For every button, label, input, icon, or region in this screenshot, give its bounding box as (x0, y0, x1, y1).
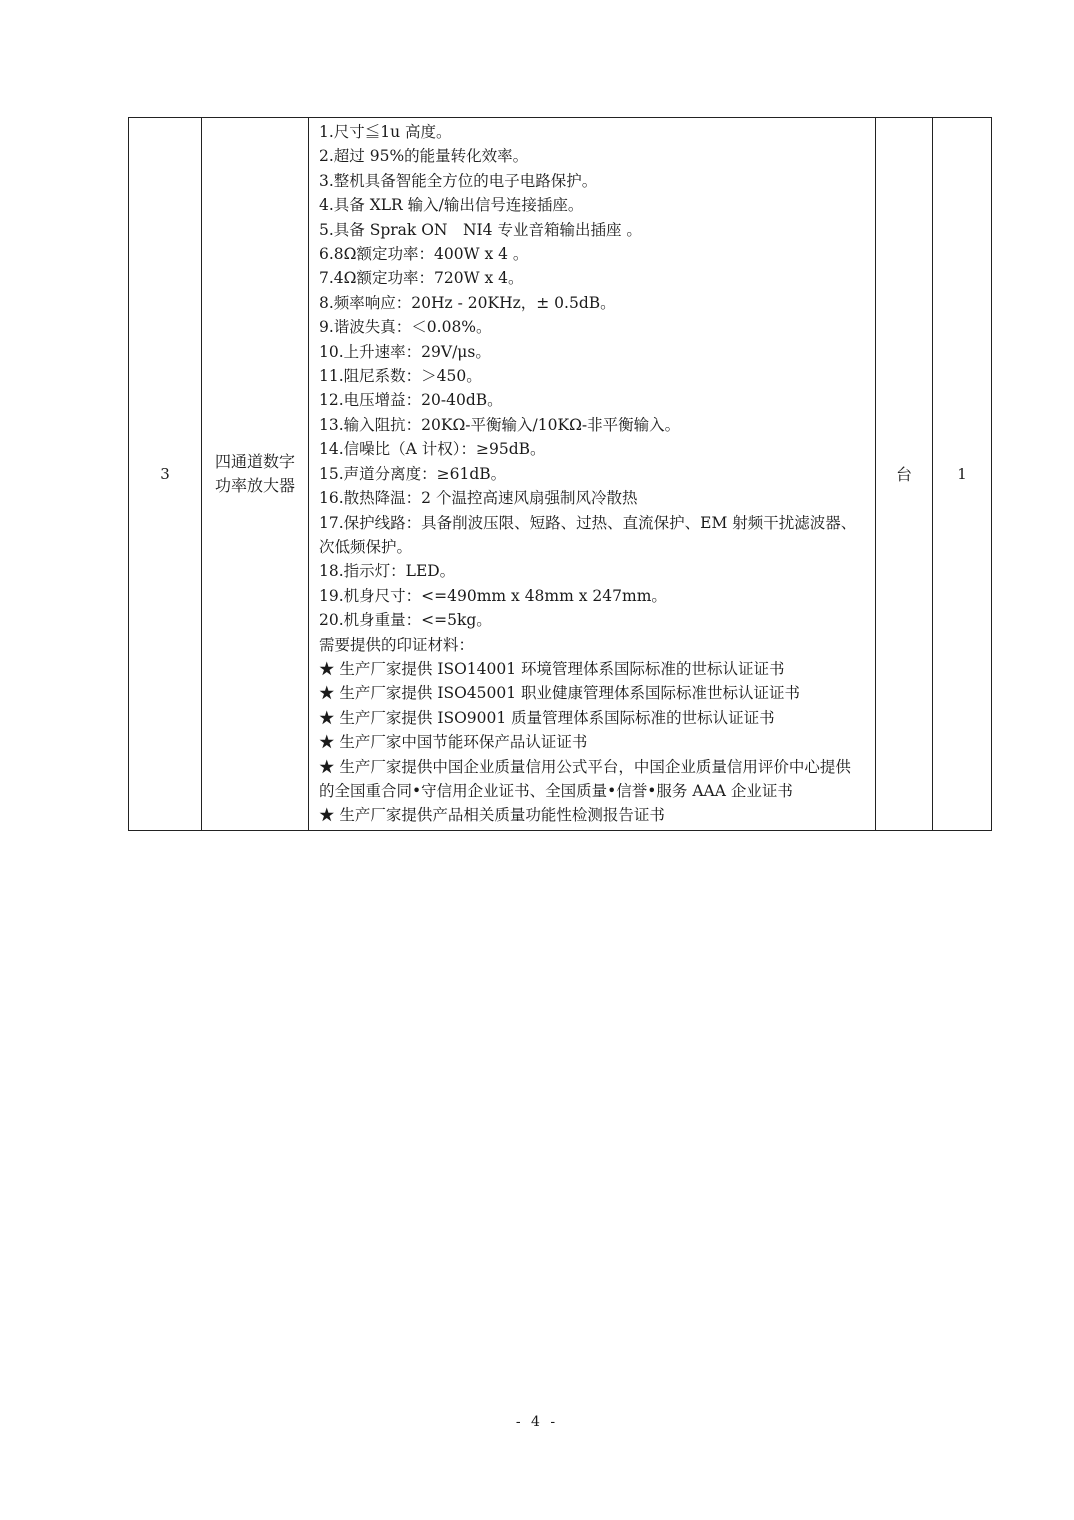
spec-line: ★ 生产厂家提供 ISO14001 环境管理体系国际标准的世标认证证书 (319, 659, 785, 678)
item-name-text: 四通道数字功率放大器 (214, 451, 295, 495)
spec-line: 7.4Ω额定功率：720W x 4。 (319, 269, 524, 288)
table-row (129, 118, 992, 831)
spec-line: 1.尺寸≦1u 高度。 (319, 123, 452, 141)
page-number: - 4 - (515, 1414, 559, 1430)
spec-line: 13.输入阻抗：20KΩ-平衡输入/10KΩ-非平衡输入。 (319, 415, 681, 434)
item-unit: 台 (876, 118, 933, 831)
spec-line: 19.机身尺寸：<=490mm x 48mm x 247mm。 (319, 586, 667, 605)
spec-line: 5.具备 Sprak ON NI4 专业音箱输出插座 。 (319, 220, 642, 239)
spec-line: 3.整机具备智能全方位的电子电路保护。 (319, 171, 598, 190)
spec-line: 6.8Ω额定功率：400W x 4 。 (319, 245, 529, 264)
spec-line: 9.谐波失真：＜0.08%。 (319, 318, 492, 337)
spec-line: 4.具备 XLR 输入/输出信号连接插座。 (319, 196, 584, 215)
spec-line: 20.机身重量：<=5kg。 (319, 611, 492, 630)
spec-line: 16.散热降温：2 个温控高速风扇强制风冷散热 (319, 489, 638, 508)
item-name (202, 118, 309, 831)
spec-line: ★ 生产厂家提供 ISO45001 职业健康管理体系国际标准世标认证证书 (319, 684, 801, 703)
spec-line: ★ 生产厂家中国节能环保产品认证证书 (319, 733, 588, 752)
spec-line: 11.阻尼系数：＞450。 (319, 367, 482, 386)
spec-line: 10.上升速率：29V/μs。 (319, 342, 491, 361)
spec-table (128, 117, 992, 831)
spec-line: 8.频率响应：20Hz - 20KHz，± 0.5dB。 (319, 293, 616, 312)
spec-line: 12.电压增益：20-40dB。 (319, 391, 503, 410)
spec-line: ★ 生产厂家提供产品相关质量功能性检测报告证书 (319, 806, 665, 825)
spec-line: ★ 生产厂家提供中国企业质量信用公式平台，中国企业质量信用评价中心提供的全国重合同•守信用企业证书、全国质量•信誉•服务 AAA 企业证书 (319, 757, 851, 800)
spec-line: 2.超过 95%的能量转化效率。 (319, 147, 529, 166)
spec-line: ★ 生产厂家提供 ISO9001 质量管理体系国际标准的世标认证证书 (319, 708, 775, 727)
spec-line: 17.保护线路：具备削波压限、短路、过热、直流保护、EM 射频干扰滤波器、次低频保护。 (319, 513, 857, 556)
spec-line: 15.声道分离度：≥61dB。 (319, 464, 507, 483)
item-quantity: 1 (933, 118, 992, 831)
spec-line: 需要提供的印证材料： (319, 635, 475, 654)
spec-line: 18.指示灯：LED。 (319, 562, 456, 581)
spec-line: 14.信噪比（A 计权）：≥95dB。 (319, 440, 546, 459)
item-number: 3 (129, 118, 202, 831)
item-specification (309, 118, 876, 831)
